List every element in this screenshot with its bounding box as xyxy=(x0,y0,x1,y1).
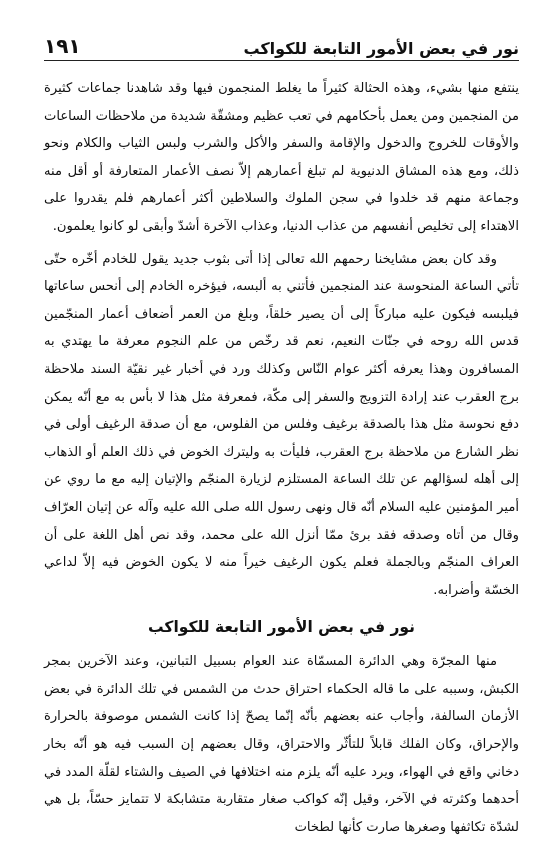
paragraph-2: وقد كان بعض مشايخنا رحمهم الله تعالى إذا أتى بثوب جديد يقول للخادم أخّره حتّى تأتي الساعة المنحوسة عند المنجمين فأتني به ألبسه، فيؤخره الخادم إلى أنحس ساعاتها فيلبسه فيكون عليه مباركاً إلى أن يصير خلقاً، وبلغ من العمر أضعاف أعمار المنجّمين قدس الله روحه في جنّات النعيم، نعم قد رخّص من علم النجوم معرفة ما يهتدي به المسافرون وهذا يعرفه أكثر عوام النّاس وكذلك ورد في أخبار غير نقيّة السند ملاحظة برج العقرب عند إرادة التزويج والسفر إلى مكّة، فمعرفة مثل هذا لا بأس به مع أنّه يمكن دفع نحوسة مثل هذا بالصدقة برغيف وفلس من الفلوس، مع أن صدقة الرغيف أولى في نظر الشارع من ملاحظة برج العقرب، فليأت به وليترك الخوض في ذلك العلم أو الذهاب إلى أهله لسؤالهم عن تلك الساعة المستلزم لزيارة المنجّم والإتيان إليه مع ما روي عن أمير المؤمنين عليه السلام أنّه قال ونهى رسول الله صلى الله عليه وآله عن إتيان العرّاف وقال من أتاه وصدقه فقد برئ ممّا أنزل الله على محمد، وقد نص أهل اللغة على أن العراف المنجّم وبالجملة فعلم يكون الرغيف خيراً منه لا يكون الخوض فيه إلاّ لداعي الخسّة وأضرابه. xyxy=(44,251,519,598)
running-title: نور في بعض الأمور التابعة للكواكب xyxy=(243,39,519,58)
page-number: ١٩١ xyxy=(44,34,81,58)
section-heading: نور في بعض الأمور التابعة للكواكب xyxy=(148,618,415,637)
paragraph-1: ينتفع منها بشيء، وهذه الحثالة كثيراً ما يغلط المنجمون فيها وقد شاهدنا جماعات كثيرة من المنجمين ومن يعمل بأحكامهم في تعب عظيم ومشقّة شديدة من ملاحظات الساعات والأوقات للخروج والدخول والإقامة والسفر والأكل والشرب ولبس الثياب والكلام ونحو ذلك، ومع هذه المشاق الدنيوية لم تبلغ أعمارهم إلاّ نصف الأعمار المتعارفة أو أقل منه وجماعة منهم قد خلدوا في سجن الملوك والسلاطين أكثر أعمارهم فلم يقدروا على الاهتداء إلى تخليص أنفسهم من عذاب الدنيا، وعذاب الآخرة أشدّ وأبقى لو كانوا يعلمون. xyxy=(44,81,519,234)
section-paragraph: منها المجرّة وهي الدائرة المسمّاة عند العوام بسبيل التبانين، وعند الآخرين بمجر الكبش، وسببه على ما قاله الحكماء احتراق حدث من الشمس في تلك الدائرة في بعض الأزمان السالفة، وأجاب عنه بعضهم بأنّه إنّما يصحّ إذا كانت الشمس موصوفة بالحرارة والإحراق، وكان الفلك قابلاً للتأثّر والاحتراق، وقال بعضهم إن السبب فيه هو أنّه بخار دخاني واقع في الهواء، ويرد عليه أنّه يلزم منه اختلافها في الصيف والشتاء لقلّة المدد في أحدهما وكثرته في الآخر، وقيل إنّه كواكب صغار متقاربة متشابكة لا تتمايز حسّاً، بل هي لشدّة تكاثفها وصغرها صارت كأنها لطخات xyxy=(44,654,519,835)
page-header xyxy=(44,20,519,61)
